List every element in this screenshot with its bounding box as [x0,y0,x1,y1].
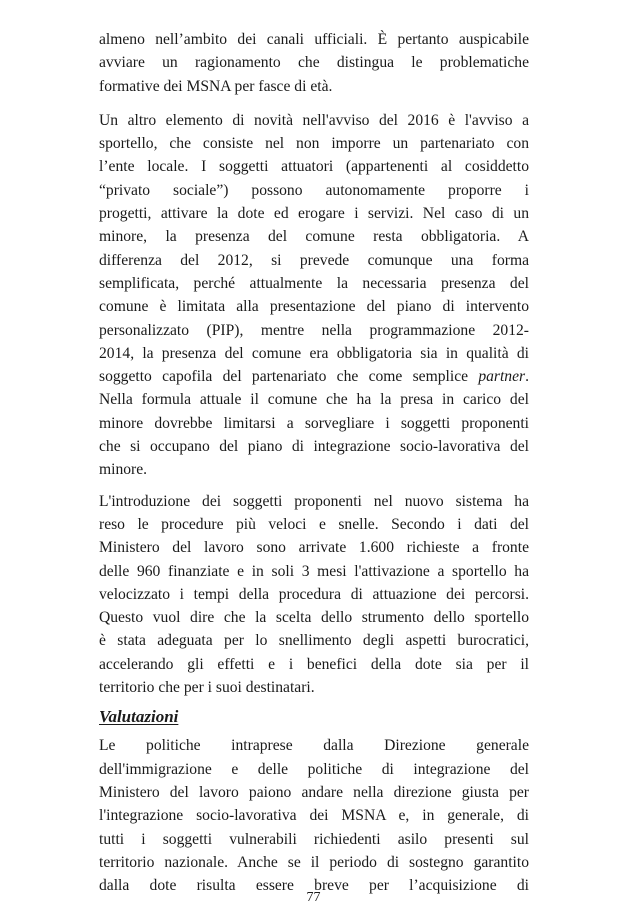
section-heading: Valutazioni [99,707,179,727]
italic-word: partner [478,368,526,386]
text-line: Un altro elemento di novità nell'avviso del 2016 è l'avviso a [99,111,529,129]
text-line: differenza del 2012, si prevede comunque una forma [99,251,529,269]
text-line: formative dei MSNA per fasce di età. [99,77,333,95]
text-line: L'introduzione dei soggetti proponenti nel nuovo sistema ha [99,492,529,510]
text-line: delle 960 finanziate e in soli 3 mesi l'attivazione a sportello ha [99,562,529,580]
text-line: Ministero del lavoro sono arrivate 1.600 richieste a fronte [99,539,529,557]
text-line: comune è limitata alla presentazione del piano di intervento [99,298,529,316]
text-line: l'integrazione socio-lavorativa dei MSNA e, in generale, di [99,807,529,825]
text-line: Nella formula attuale il comune che ha la presa in carico del [99,391,529,409]
page-number: 77 [306,890,321,905]
text-line: dalla dote risulta essere breve per l’acquisizione di [99,877,529,895]
text-line: almeno nell’ambito dei canali ufficiali. È pertanto auspicabile [99,31,529,48]
text-line: minore, la presenza del comune resta obbligatoria. A [99,228,529,246]
paragraph-1 [99,28,529,98]
text-line: semplificata, perché attualmente la necessaria presenza del [99,274,529,292]
text-line: territorio che per i suoi destinatari. [99,679,315,697]
text-line: sportello, che consiste nel non imporre un partenariato con [99,135,529,153]
text-line: “privato sociale”) possono autonomamente proporre i [99,181,529,199]
paragraph-4 [99,734,529,897]
paragraph-3 [99,490,529,700]
text-line: Questo vuol dire che la scelta dello strumento dello sportello [99,609,529,627]
text-line: personalizzato (PIP), mentre nella programmazione 2012- [99,321,529,339]
text-line: progetti, attivare la dote ed erogare i servizi. Nel caso di un [99,205,529,223]
text-line: che si occupano del piano di integrazione socio-lavorativa del [99,438,529,456]
text-line-with-italic [99,365,529,388]
text-line: velocizzato i tempi della procedura di attuazione dei percorsi. [99,585,529,603]
text-line: Le politiche intraprese dalla Direzione generale [99,737,529,755]
text-line: l’ente locale. I soggetti attuatori (appartenenti al cosiddetto [99,158,529,176]
text-line: reso le procedure più veloci e snelle. Secondo i dati del [99,515,529,533]
text-line: minore. [99,461,148,479]
paragraph-2 [99,109,529,482]
text-line: 2014, la presenza del comune era obbligatoria sia in qualità di [99,344,529,362]
text-line: Ministero del lavoro paiono andare nella direzione giusta per [99,783,529,801]
text-segment: . [525,368,529,386]
text-line: tutti i soggetti vulnerabili richiedenti asilo presenti sul [99,830,529,848]
text-line: minore dovrebbe limitarsi a sorvegliare i soggetti proponenti [99,414,529,432]
text-line: dell'immigrazione e delle politiche di integrazione del [99,760,529,778]
text-line: avviare un ragionamento che distingua le problematiche [99,54,529,72]
text-line: territorio nazionale. Anche se il periodo di sostegno garantito [99,853,529,871]
text-line: è stata adeguata per lo snellimento degli aspetti burocratici, [99,632,529,650]
text-segment: soggetto capofila del partenariato che come semplice [99,368,479,386]
document-page [99,28,529,897]
text-line: accelerando gli effetti e i benefici della dote sia per il [99,655,529,673]
